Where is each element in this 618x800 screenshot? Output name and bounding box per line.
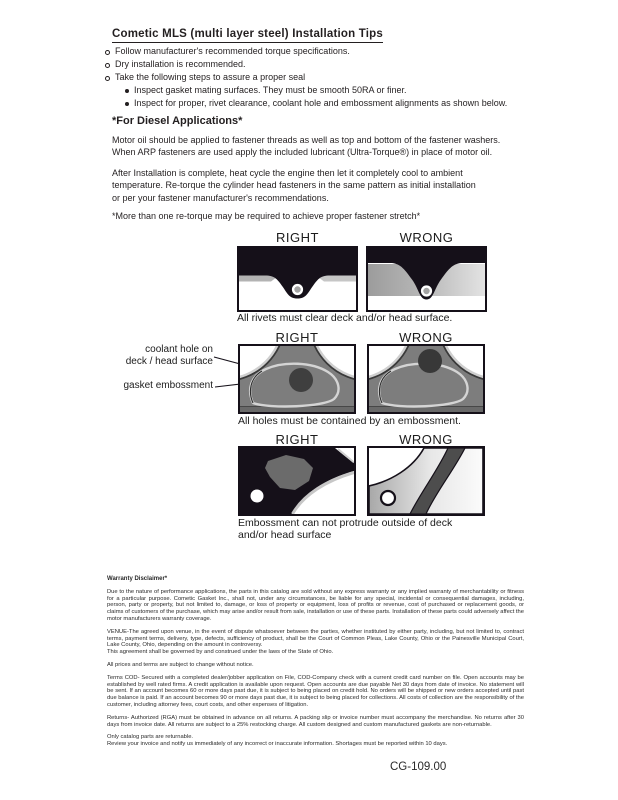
figure1-caption: All rivets must clear deck and/or head surface.	[237, 312, 453, 324]
embossment-wrong-figure	[367, 446, 485, 516]
diesel-paragraph-1: Motor oil should be applied to fastener threads as well as top and bottom of the fastener washers. When ARP fasteners are used apply the included lubricant (Ultra-Torque®) in place of motor oil.	[112, 135, 501, 158]
rivet-wrong-figure	[366, 246, 487, 312]
figure3-wrong-label: WRONG	[399, 432, 453, 447]
page-title: Cometic MLS (multi layer steel) Installation Tips	[112, 28, 383, 43]
warranty-disclaimer	[107, 576, 524, 754]
list-item: Dry installation is recommended.	[105, 58, 535, 71]
diesel-section-heading: *For Diesel Applications*	[112, 115, 243, 127]
figure2-right-label: RIGHT	[275, 330, 319, 345]
list-item: Inspect for proper, rivet clearance, coolant hole and embossment alignments as shown below.	[125, 97, 535, 110]
disclaimer-paragraph: Only catalog parts are returnable.	[107, 734, 194, 741]
figure2-wrong-label: WRONG	[399, 330, 453, 345]
holes-right-figure	[238, 344, 356, 414]
disclaimer-heading: Warranty Disclaimer*	[107, 576, 168, 582]
disclaimer-paragraph: This agreement shall be governed by and construed under the laws of the State of Ohio.	[107, 649, 334, 656]
figure3-caption: Embossment can not protrude outside of deck and/or head surface	[238, 517, 453, 541]
figure1-wrong-label: WRONG	[399, 230, 454, 245]
disclaimer-paragraph: VENUE-The agreed upon venue, in the event of dispute whatsoever between the parties, whether instituted by either party, including, but not limited to, contract terms, payment terms, delivery, type, defects, sufficiency of product, shall be the Court of Common Pleas, Lake County, Ohio or the Painesville Municipal Court, Lake County, Ohio, depending on the amount in controversy.	[107, 628, 524, 649]
document-code: CG-109.00	[390, 761, 447, 773]
gasket-embossment-annotation: gasket embossment	[123, 380, 213, 391]
disclaimer-paragraph: Returns- Authorized (RGA) must be obtained in advance on all returns. A packing slip or invoice number must accompany the merchandise. No returns after 30 days from invoice date. All returns are subject to a 25% restocking charge. All custom designed and custom manufactured gaskets are non-returnable.	[107, 714, 524, 728]
disclaimer-paragraph: Review your invoice and notify us immediately of any incorrect or inaccurate information. Shortages must be reported within 10 days.	[107, 741, 448, 748]
diesel-paragraph-2: After Installation is complete, heat cycle the engine then let it completely cool to ambient temperature. Re-torque the cylinder head fasteners in the same pattern as initial installation or per your fastener manufacturer's recommendations.	[112, 168, 476, 203]
rivet-right-figure	[237, 246, 358, 312]
figure1-right-label: RIGHT	[276, 230, 319, 245]
figure3-right-label: RIGHT	[275, 432, 319, 447]
list-item: Follow manufacturer's recommended torque specifications.	[105, 45, 535, 58]
coolant-hole-annotation: coolant hole on deck / head surface	[125, 344, 213, 367]
list-item: Inspect gasket mating surfaces. They must be smooth 50RA or finer.	[125, 84, 535, 97]
disclaimer-paragraph: All prices and terms are subject to change without notice.	[107, 661, 254, 668]
retorque-note: *More than one re-torque may be required to achieve proper fastener stretch*	[112, 211, 421, 221]
figure2-caption: All holes must be contained by an embossment.	[238, 415, 461, 427]
list-item: Take the following steps to assure a proper seal	[105, 71, 535, 84]
tips-list	[105, 45, 535, 110]
holes-wrong-figure	[367, 344, 485, 414]
disclaimer-paragraph: Due to the nature of performance applications, the parts in this catalog are sold without any express warranty or any implied warranty of merchantability or fitness for a particular purpose. Cometic Gasket Inc., shall not, under any circumstances, be liable for any special, incidental or consequential damages, including, person, party or property, but not limited to, damage, or loss of property or equipment, loss of profits or revenue, cost of purchased or replacement goods, or claims of customers of the purchase, which may arise and/or result from sale, installation or use of these parts. Installation of these parts could adversely affect the motor manufacturers warranty coverage.	[107, 588, 524, 622]
disclaimer-paragraph: Terms COD- Secured with a completed dealer/jobber application on File, COD-Company check with a current credit card number on file. Open accounts may be established by well rated firms. A credit application is available upon request. Open accounts are due payable Net 30 days from date of invoice. No statement will be sent. If an account becomes 60 or more days past due, it is subject to being placed on credit hold. No orders will be shipped or new orders accepted until past due balance is paid. If an account becomes 90 or more days past due, it is subject to being placed for collections. All costs of collection are the responsibility of the customer, including attorney fees, court costs, and other expenses of litigation.	[107, 674, 524, 708]
embossment-right-figure	[238, 446, 356, 516]
